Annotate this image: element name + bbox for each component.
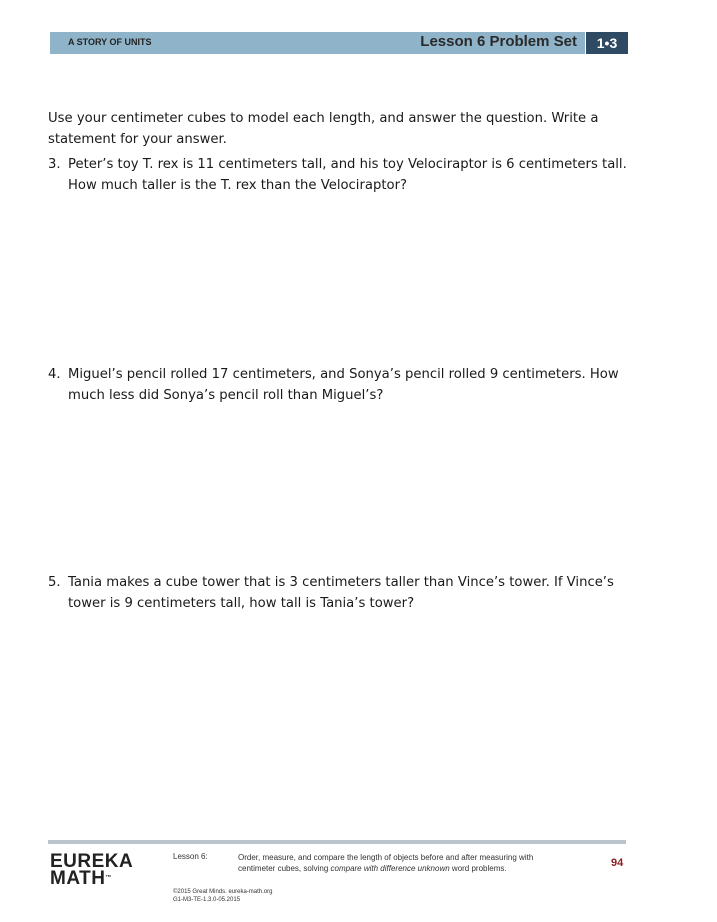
- grade-module-badge: 1•3: [586, 32, 628, 54]
- problem-number: 4.: [48, 367, 61, 382]
- problem-number: 5.: [48, 575, 61, 590]
- problem-text: Miguel’s pencil rolled 17 centimeters, and Sonya’s pencil rolled 9 centimeters. How much less did Sonya’s pencil roll than Miguel’s?: [68, 367, 619, 403]
- problem-4: [48, 364, 628, 406]
- logo-line-1: EUREKA: [50, 851, 134, 872]
- problem-text: Tania makes a cube tower that is 3 centimeters taller than Vince’s tower. If Vince’s tower is 9 centimeters tall, how tall is Tania’s tower?: [68, 575, 614, 611]
- copyright: ©2015 Great Minds. eureka-math.org G1-M3-TE-1.3.0-05.2015: [173, 889, 273, 903]
- page-number: 94: [611, 857, 624, 869]
- instructions: Use your centimeter cubes to model each length, and answer the question. Write a statement for your answer.: [48, 111, 599, 147]
- footer-lesson-label: Lesson 6:: [173, 852, 208, 861]
- problem-5: [48, 572, 628, 614]
- problem-number: 3.: [48, 157, 61, 172]
- logo-line-2: MATH™: [50, 868, 112, 889]
- trademark-symbol: ™: [105, 875, 112, 881]
- problem-3: [48, 154, 628, 196]
- footer-lesson-description: Order, measure, and compare the length of objects before and after measuring with centimeter cubes, solving compare with difference unknown word problems.: [238, 853, 534, 873]
- problem-text: Peter’s toy T. rex is 11 centimeters tall, and his toy Velociraptor is 6 centimeters tall. How much taller is the T. rex than the Velociraptor?: [68, 157, 627, 193]
- eureka-math-logo: [50, 853, 133, 887]
- footer-divider: [48, 840, 626, 844]
- lesson-title: Lesson 6 Problem Set: [420, 33, 577, 50]
- series-label: A STORY OF UNITS: [68, 37, 152, 47]
